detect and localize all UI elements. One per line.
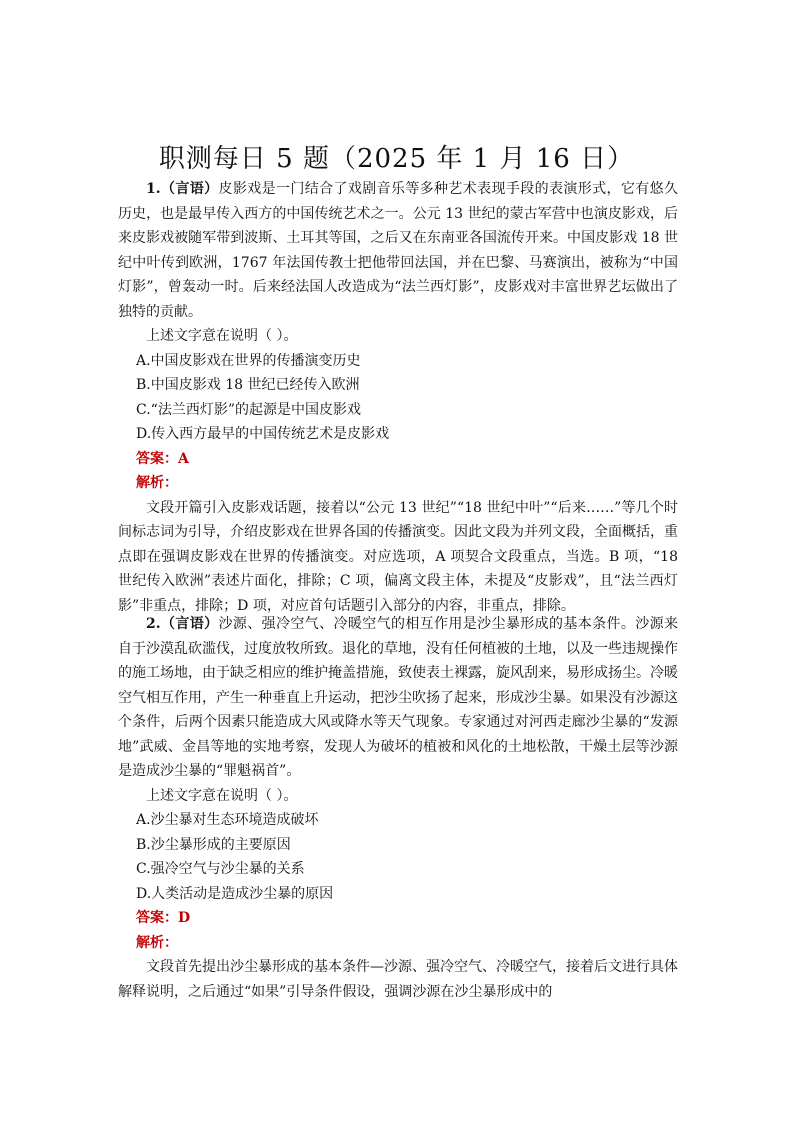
question-1-option-a: A.中国皮影戏在世界的传播演变历史 [136,352,361,369]
question-2-passage-text: 沙源、强冷空气、冷暖空气的相互作用是沙尘暴形成的基本条件。沙源来自于沙漠乱砍滥伐，过度放牧所致。退化的草地，没有任何植被的土地，以及一些违规操作的施工场地，由于缺乏相应的维护掩盖措施，致使表土裸露，旋风刮来，易形成扬尘。冷暖空气相互作用，产生一种垂直上升运动，把沙尘吹扬了起来，形成沙尘暴。如果没有沙源这个条件，后两个因素只能造成大风或降水等天气现象。专家通过对河西走廊沙尘暴的“发源地”武威、金昌等地的实地考察，发现人为破坏的植被和风化的土地松散，干燥土层等沙源是造成沙尘暴的“罪魁祸首”。 [118,616,678,779]
question-1-analysis-label: 解析： [136,475,178,491]
question-2-analysis: 文段首先提出沙尘暴形成的基本条件—沙源、强冷空气、冷暖空气，接着后文进行具体解释说明，之后通过“如果”引导条件假设，强调沙源在沙尘暴形成中的 [118,959,678,1000]
question-2-answer-label: 答案： [136,910,178,926]
question-2-option-d: D.人类活动是造成沙尘暴的原因 [136,885,334,902]
question-2-number: 2. [146,616,161,632]
question-1-number: 1. [146,181,161,197]
question-1-answer [118,447,678,472]
question-2-analysis-label: 解析： [136,934,178,951]
question-1-prompt: 上述文字意在说明（ ）。 [146,328,298,344]
page-title: 职测每日 5 题（2025 年 1 月 16 日） [158,144,635,174]
question-1-tag: （言语） [160,181,219,197]
question-1-option-c: C.“法兰西灯影”的起源是中国皮影戏 [136,401,361,418]
question-1-answer-label: 答案： [136,450,178,467]
question-2-option-c: C.强冷空气与沙尘暴的关系 [136,861,305,877]
question-2-answer-value: D [178,910,191,926]
question-2-tag: （言语） [160,616,219,632]
question-2-option-b: B.沙尘暴形成的主要原因 [136,836,291,853]
question-2-option-a: A.沙尘暴对生态环境造成破坏 [136,812,319,828]
question-2-prompt: 上述文字意在说明（ ）。 [146,787,298,804]
question-1-option-b: B.中国皮影戏 18 世纪已经传入欧洲 [136,377,360,393]
question-1 [118,177,678,618]
question-2 [118,612,678,1004]
question-1-answer-value: A [178,450,189,467]
question-2-answer [118,906,678,931]
question-1-passage [118,177,678,324]
question-1-option-d: D.传入西方最早的中国传统艺术是皮影戏 [136,426,390,442]
question-1-analysis: 文段开篇引入皮影戏话题，接着以“公元 13 世纪”“18 世纪中叶”“后来……”等几个时间标志词为引导，介绍皮影戏在世界各国的传播演变。因此文段为并列文段，全面概括，重点即在强调皮影戏在世界的传播演变。对应选项，A 项契合文段重点，当选。B 项，“18 世纪传入欧洲”表述片面化，排除；C 项，偏离文段主体，未提及“皮影戏”，且“法兰西灯影”非重点，排除；D 项，对应首句话题引入部分的内容，非重点，排除。 [118,499,678,614]
question-1-passage-text: 皮影戏是一门结合了戏剧音乐等多种艺术表现手段的表演形式，它有悠久历史，也是最早传入西方的中国传统艺术之一。公元 13 世纪的蒙古军营中也演皮影戏，后来皮影戏被随军带到波斯、土耳其等国，之后又在东南亚各国流传开来。中国皮影戏 18 世纪中叶传到欧洲，1767 年法国传教士把他带回法国，并在巴黎、马赛演出，被称为“中国灯影”，曾轰动一时。后来经法国人改造成为“法兰西灯影”，皮影戏对丰富世界艺坛做出了独特的贡献。 [118,181,678,320]
question-2-passage [118,612,678,784]
